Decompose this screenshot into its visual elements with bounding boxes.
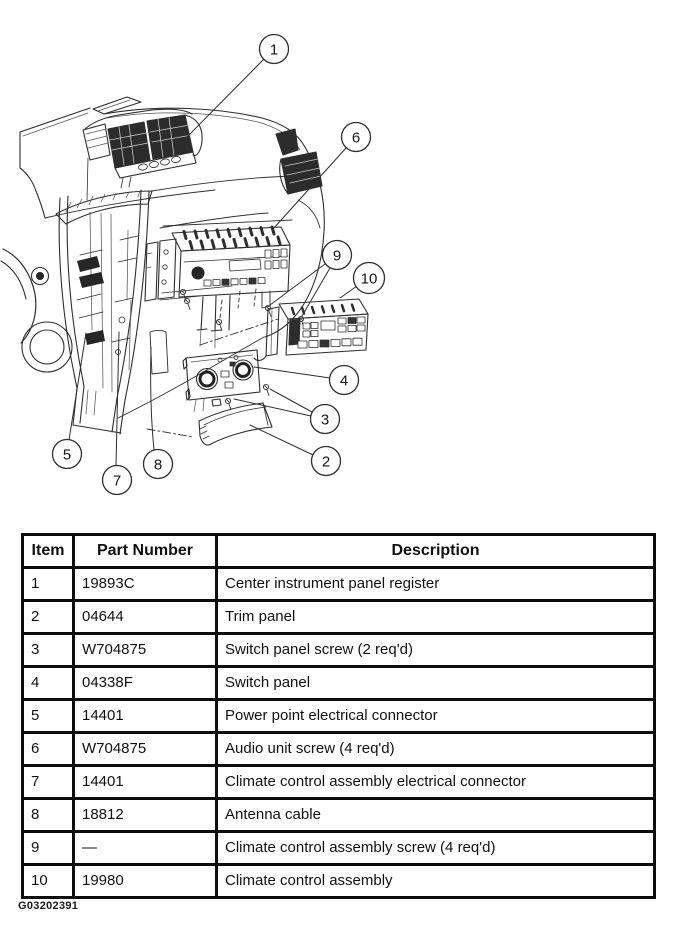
trim-panel (199, 403, 272, 445)
table-row (23, 601, 655, 634)
description-cell: Trim panel (217, 601, 655, 634)
part-number-cell: 19893C (74, 568, 217, 601)
part-number-cell: 04338F (74, 667, 217, 700)
switch-panel-screw (225, 398, 231, 409)
item-cell: 7 (23, 766, 74, 799)
callout-1-label: 1 (269, 41, 279, 59)
item-cell: 2 (23, 601, 74, 634)
description-cell: Center instrument panel register (217, 568, 655, 601)
table-row (23, 733, 655, 766)
callout-9-label: 9 (332, 247, 342, 265)
callout-3 (311, 405, 340, 434)
callout-6 (342, 123, 371, 152)
audio-mounting-bracket (158, 239, 176, 299)
part-number-cell: 18812 (74, 799, 217, 832)
switch-panel-screw (263, 384, 269, 395)
climate-assembly-screw (216, 319, 222, 330)
callout-5 (53, 440, 82, 469)
description-cell: Climate control assembly screw (4 req'd) (217, 832, 655, 865)
col-header-description: Description (217, 535, 655, 568)
callout-6-label: 6 (351, 129, 361, 147)
dashboard-line-art (1, 59, 368, 466)
part-number-cell: 14401 (74, 766, 217, 799)
callout-1 (260, 35, 289, 64)
part-number-cell: — (74, 832, 217, 865)
part-number-cell: W704875 (74, 733, 217, 766)
callout-8 (144, 450, 173, 479)
callout-8-label: 8 (153, 456, 163, 474)
radio-display (229, 259, 261, 271)
table-row (23, 865, 655, 898)
callout-4-label: 4 (339, 372, 349, 390)
item-cell: 4 (23, 667, 74, 700)
harness-connector (79, 272, 104, 288)
item-cell: 5 (23, 700, 74, 733)
callout-2-label: 2 (321, 453, 331, 471)
figure-code: G03202391 (18, 900, 79, 912)
part-number-cell: 19980 (74, 865, 217, 898)
callout-3-label: 3 (320, 411, 330, 429)
description-cell: Climate control assembly electrical connector (217, 766, 655, 799)
item-cell: 9 (23, 832, 74, 865)
callout-5-label: 5 (62, 446, 72, 464)
part-number-cell: 14401 (74, 700, 217, 733)
parts-table (21, 533, 656, 899)
col-header-item: Item (23, 535, 74, 568)
callout-9 (323, 241, 352, 270)
table-row (23, 799, 655, 832)
description-cell: Climate control assembly (217, 865, 655, 898)
callout-7-label: 7 (112, 472, 122, 490)
callout-4 (330, 366, 359, 395)
description-cell: Antenna cable (217, 799, 655, 832)
description-cell: Audio unit screw (4 req'd) (217, 733, 655, 766)
description-cell: Power point electrical connector (217, 700, 655, 733)
power-point-connector (77, 256, 100, 272)
table-row (23, 667, 655, 700)
callout-10 (354, 263, 385, 294)
item-cell: 8 (23, 799, 74, 832)
table-row (23, 766, 655, 799)
part-number-cell: 04644 (74, 601, 217, 634)
table-row (23, 568, 655, 601)
callout-10-label: 10 (360, 270, 378, 288)
part-number-cell: W704875 (74, 634, 217, 667)
callouts (53, 35, 385, 495)
callout-7 (103, 466, 132, 495)
climate-control-assembly (254, 299, 368, 360)
table-row (23, 634, 655, 667)
item-cell: 10 (23, 865, 74, 898)
item-cell: 6 (23, 733, 74, 766)
table-row (23, 832, 655, 865)
item-cell: 3 (23, 634, 74, 667)
table-header-row (23, 535, 655, 568)
description-cell: Switch panel (217, 667, 655, 700)
description-cell: Switch panel screw (2 req'd) (217, 634, 655, 667)
callout-2 (312, 447, 341, 476)
audio-unit-screw (184, 298, 190, 309)
table-row (23, 700, 655, 733)
item-cell: 1 (23, 568, 74, 601)
col-header-part-number: Part Number (74, 535, 217, 568)
steering-column (1, 249, 72, 372)
climate-display (321, 321, 335, 330)
cluster-hood (56, 191, 152, 224)
tuner-knob (192, 267, 205, 280)
electrical-connector (85, 330, 105, 345)
